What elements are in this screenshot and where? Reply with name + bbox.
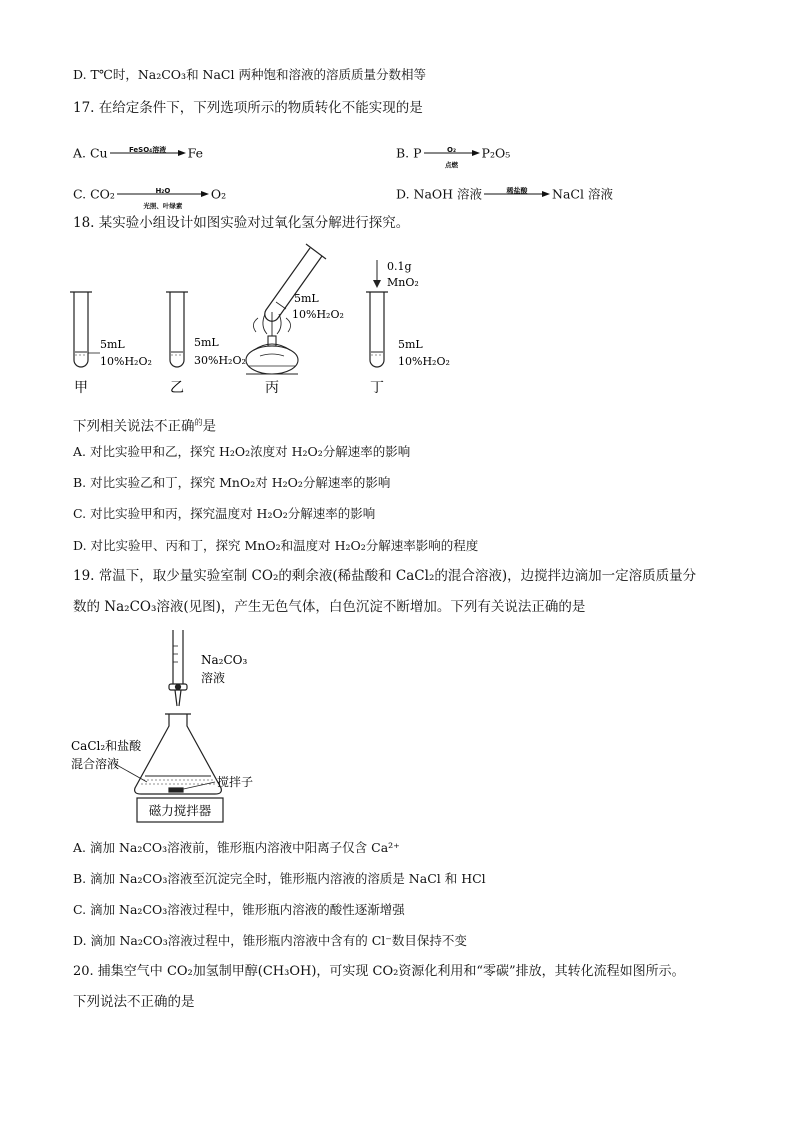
q17-a-condition: FeSO₄溶液: [128, 146, 167, 154]
jia-concentration-label: 10%H₂O₂: [100, 355, 152, 368]
bing-name: 丙: [265, 380, 279, 396]
stirrer-base-label: 磁力搅拌器: [148, 803, 212, 818]
arrow-down-icon: [373, 280, 381, 288]
q17-d-arrow: [484, 184, 550, 206]
q17-b-arrow: [424, 143, 480, 169]
figure-18-h2o2-experiments: [60, 240, 480, 400]
q16-option-d: D. T℃时，Na₂CO₃和 NaCl 两种饱和溶液的溶质质量分数相等: [73, 67, 426, 82]
q17-option-d: [396, 184, 613, 206]
burette-label-solution: 溶液: [201, 671, 226, 685]
q18-prompt-text: 下列相关说法不正确: [73, 418, 195, 435]
bing-concentration-label: 10%H₂O₂: [292, 308, 344, 321]
q19-option-c: C. 滴加 Na₂CO₃溶液过程中，锥形瓶内溶液的酸性逐渐增强: [73, 902, 405, 917]
ding-concentration-label: 10%H₂O₂: [398, 355, 450, 368]
flask-label-solution: 混合溶液: [71, 757, 120, 771]
q18-option-c: C. 对比实验甲和丙，探究温度对 H₂O₂分解速率的影响: [73, 506, 376, 521]
question-20-stem-line2: 下列说法不正确的是: [73, 994, 195, 1010]
q17-a-product: Fe: [187, 145, 203, 161]
jia-volume-label: 5mL: [100, 338, 125, 351]
q18-prompt-end: 是: [202, 418, 216, 435]
question-19-stem-line2: 数的 Na₂CO₃溶液(见图)，产生无色气体，白色沉淀不断增加。下列有关说法正确的是: [73, 599, 586, 615]
q17-option-c: [73, 184, 227, 210]
erlenmeyer-flask: [135, 714, 222, 794]
ding-name: 丁: [370, 380, 384, 396]
jia-name: 甲: [74, 380, 88, 396]
q17-b-condition-below: 点燃: [445, 161, 459, 169]
q17-c-reactant: C. CO₂: [73, 186, 115, 202]
q17-a-arrow: [110, 143, 186, 165]
q18-option-b: B. 对比实验乙和丁，探究 MnO₂对 H₂O₂分解速率的影响: [73, 475, 391, 490]
ding-volume-label: 5mL: [398, 338, 423, 351]
yi-concentration-label: 30%H₂O₂: [194, 354, 246, 367]
q17-d-reactant: D. NaOH 溶液: [396, 186, 483, 202]
ding-additive-mass: 0.1g: [387, 260, 412, 273]
test-tube-yi: [166, 292, 188, 367]
q18-option-a: A. 对比实验甲和乙，探究 H₂O₂浓度对 H₂O₂分解速率的影响: [73, 444, 411, 459]
q19-option-a: A. 滴加 Na₂CO₃溶液前，锥形瓶内溶液中阳离子仅含 Ca²⁺: [73, 840, 400, 855]
q18-prompt-superscript: 的: [194, 418, 203, 427]
question-19-stem-line1: 19. 常温下，取少量实验室制 CO₂的剩余液(稀盐酸和 CaCl₂的混合溶液)，边搅拌边滴加一定溶质质量分: [73, 568, 697, 584]
burette: [169, 630, 187, 706]
q17-b-condition-above: O₂: [447, 146, 457, 154]
burette-label-formula: Na₂CO₃: [201, 653, 248, 667]
question-17-stem: 17. 在给定条件下，下列选项所示的物质转化不能实现的是: [73, 100, 423, 116]
stir-bar-label: 搅拌子: [217, 775, 254, 789]
bing-volume-label: 5mL: [294, 292, 319, 305]
yi-name: 乙: [170, 380, 184, 396]
q17-c-arrow: [117, 184, 209, 210]
q18-option-d: D. 对比实验甲、丙和丁，探究 MnO₂和温度对 H₂O₂分解速率影响的程度: [73, 538, 479, 553]
alcohol-lamp: [246, 312, 298, 374]
q19-option-d: D. 滴加 Na₂CO₃溶液过程中，锥形瓶内溶液中含有的 Cl⁻数目保持不变: [73, 933, 467, 948]
q17-a-reactant: A. Cu: [73, 145, 108, 161]
test-tube-jia: [70, 292, 100, 367]
ding-additive-name: MnO₂: [387, 276, 419, 289]
q17-c-condition-above: H₂O: [155, 187, 171, 195]
q17-option-a: [73, 143, 203, 165]
q17-c-product: O₂: [210, 186, 227, 202]
q17-option-b: [396, 143, 511, 169]
test-tube-ding: [366, 260, 388, 367]
figure-19-titration-setup: [65, 626, 305, 828]
q17-b-product: P₂O₅: [481, 145, 511, 161]
q17-b-reactant: B. P: [396, 145, 422, 161]
q17-d-condition: 稀盐酸: [506, 187, 528, 195]
flask-label-mixture: CaCl₂和盐酸: [71, 739, 142, 753]
question-20-stem-line1: 20. 捕集空气中 CO₂加氢制甲醇(CH₃OH)，可实现 CO₂资源化利用和“零碳”排放，其转化流程如图所示。: [73, 964, 685, 979]
q18-prompt: [73, 414, 216, 436]
q19-option-b: B. 滴加 Na₂CO₃溶液至沉淀完全时，锥形瓶内溶液的溶质是 NaCl 和 HCl: [73, 871, 486, 886]
q17-d-product: NaCl 溶液: [552, 186, 613, 202]
q17-c-condition-below: 光照、叶绿素: [143, 202, 183, 210]
yi-volume-label: 5mL: [194, 336, 219, 349]
question-18-stem: 18. 某实验小组设计如图实验对过氧化氢分解进行探究。: [73, 215, 410, 231]
